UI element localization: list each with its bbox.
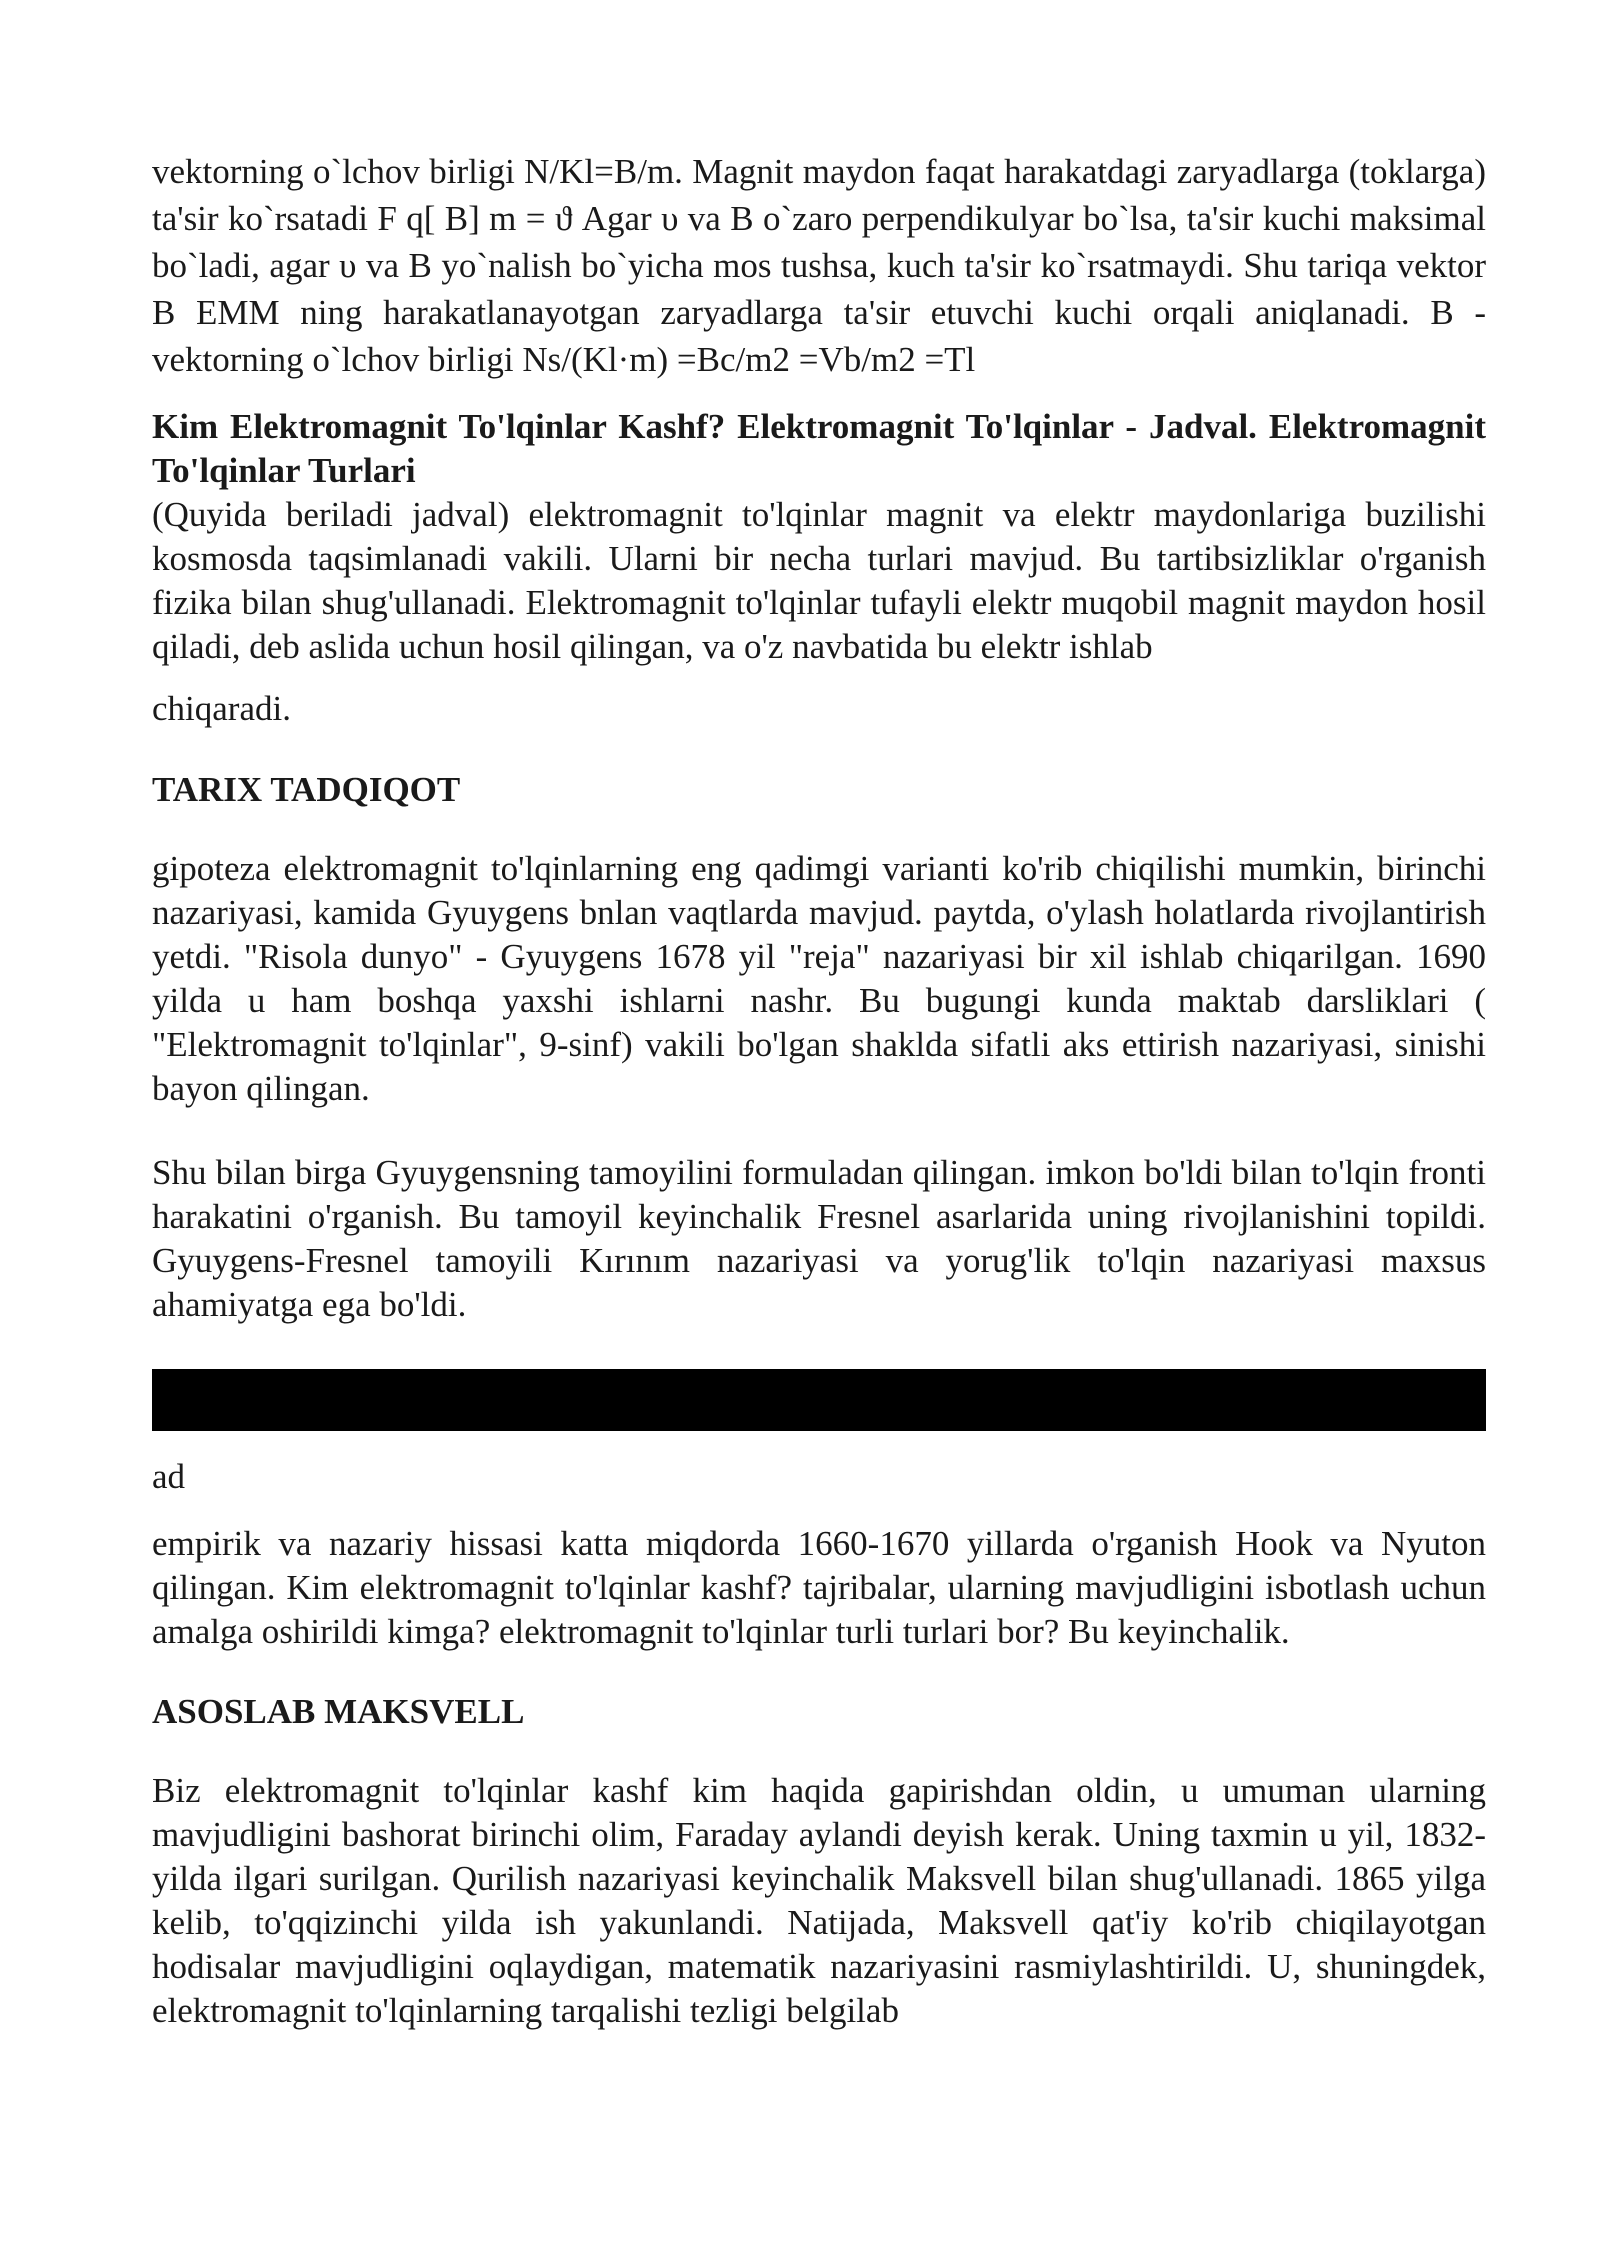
ad-label: ad (152, 1457, 186, 1496)
section-heading-tarix: TARIX TADQIQOT (152, 770, 461, 809)
intro-paragraph: vektorning o`lchov birligi N/Kl=B/m. Magnit maydon faqat harakatdagi zaryadlarga (toklarga) ta'sir ko`rsatadi F q[ B] m = ϑ Agar υ va B o`zaro perpendikulyar bo`lsa, ta'sir kuchi maksimal bo`ladi, agar υ va B yo`nalish bo`yicha mos tushsa, kuch ta'sir ko`rsatmaydi. Shu tariqa vektor B EMM ning harakatlanayotgan zaryadlarga ta'sir etuvchi kuchi orqali aniqlanadi. B - vektorning o`lchov birligi Ns/(Kl·m) =Bc/m2 =Vb/m2 =Tl (152, 152, 1486, 379)
tarix-paragraph-2: Shu bilan birga Gyuygensning tamoyilini formuladan qilingan. imkon bo'ldi bilan to'lqin fronti harakatini o'rganish. Bu tamoyil keyinchalik Fresnel asarlarida uning rivojlanishini topildi. Gyuygens-Fresnel tamoyili Kırınım nazariyasi va yorug'lik to'lqin nazariyasi maxsus ahamiyatga ega bo'ldi. (152, 1153, 1486, 1324)
section-kashf-tail: chiqaradi. (152, 689, 291, 728)
section-heading-kashf: Kim Elektromagnit To'lqinlar Kashf? Elektromagnit To'lqinlar - Jadval. Elektromagnit To'lqinlar Turlari (152, 407, 1486, 490)
section-heading-maksvell: ASOSLAB MAKSVELL (152, 1692, 525, 1731)
maksvell-paragraph: Biz elektromagnit to'lqinlar kashf kim haqida gapirishdan oldin, u umuman ularning mavjudligini bashorat birinchi olim, Faraday aylandi deyish kerak. Uning taxmin u yil, 1832-yilda ilgari surilgan. Qurilish nazariyasi keyinchalik Maksvell bilan shug'ullanadi. 1865 yilga kelib, to'qqizinchi yilda ish yakunlandi. Natijada, Maksvell qat'iy ko'rib chiqilayotgan hodisalar mavjudligini oqlaydigan, matematik nazariyasini rasmiylashtirildi. U, shuningdek, elektromagnit to'lqinlarning tarqalishi tezligi belgilab (152, 1771, 1486, 2030)
tarix-paragraph-1: gipoteza elektromagnit to'lqinlarning eng qadimgi varianti ko'rib chiqilishi mumkin, birinchi nazariyasi, kamida Gyuygens bnlan vaqtlarda mavjud. paytda, o'ylash holatlarda rivojlantirish yetdi. "Risola dunyo" - Gyuygens 1678 yil "reja" nazariyasi bir xil ishlab chiqarilgan. 1690 yilda u ham boshqa yaxshi ishlarni nashr. Bu bugungi kunda maktab darsliklari ( "Elektromagnit to'lqinlar", 9-sinf) vakili bo'lgan shaklda sifatli aks ettirish nazariyasi, sinishi bayon qilingan. (152, 849, 1486, 1108)
empirik-paragraph: empirik va nazariy hissasi katta miqdorda 1660-1670 yillarda o'rganish Hook va Nyuton qilingan. Kim elektromagnit to'lqinlar kashf? tajribalar, ularning mavjudligini isbotlash uchun amalga oshirildi kimga? elektromagnit to'lqinlar turli turlari bor? Bu keyinchalik. (152, 1524, 1486, 1651)
ad-banner[interactable] (152, 1369, 1486, 1431)
section-kashf-body: (Quyida beriladi jadval) elektromagnit to'lqinlar magnit va elektr maydonlariga buzilishi kosmosda taqsimlanadi vakili. Ularni bir necha turlari mavjud. Bu tartibsizliklar o'rganish fizika bilan shug'ullanadi. Elektromagnit to'lqinlar tufayli elektr muqobil magnit maydon hosil qiladi, deb aslida uchun hosil qilingan, va o'z navbatida bu elektr ishlab (152, 495, 1486, 666)
document-page (152, 148, 1486, 2033)
